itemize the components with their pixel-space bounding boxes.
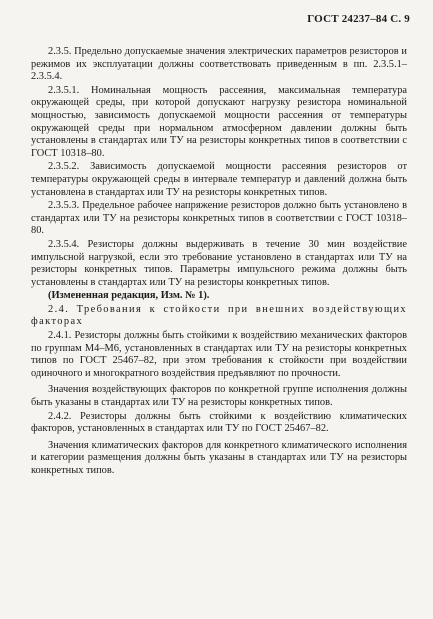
document-body bbox=[31, 46, 407, 479]
paragraph-climatic-values: Значения климатических факторов для конкретного климатического исполнения и категории размещения должны быть указаны в стандартах или ТУ на резисторы конкретных типов. bbox=[31, 439, 407, 476]
section-heading-2-4 bbox=[31, 304, 407, 329]
paragraph-mechanical-values: Значения воздействующих факторов по конкретной группе исполнения должны быть указаны в стандартах или ТУ на резисторы конкретных типов. bbox=[31, 384, 407, 409]
amendment-note: (Измененная редакция, Изм. № 1). bbox=[48, 290, 210, 302]
page-header: ГОСТ 24237–84 С. 9 bbox=[307, 13, 410, 25]
paragraph-2-3-5-4: 2.3.5.4. Резисторы должны выдерживать в течение 30 мин воздействие импульсной нагрузкой, если это требование установлено в стандартах или ТУ на резисторы конкретных типов. Параметры импульсного режима должны быть установлены в стандартах или ТУ на резисторы конкретных типов. bbox=[31, 238, 407, 288]
paragraph-2-4-1: 2.4.1. Резисторы должны быть стойкими к воздействию механических факторов по группам М4–М6, установленных в стандартах или ТУ на резисторы конкретных типов по ГОСТ 25467–82, при этом требования к стойкости при воздействии одиночного и многократного воздействия предъявляют по прочности. bbox=[31, 330, 407, 379]
paragraph-2-4-2: 2.4.2. Резисторы должны быть стойкими к воздействию климатических факторов, установленных в стандартах или ТУ по ГОСТ 25467–82. bbox=[31, 410, 407, 435]
paragraph-2-3-5-2: 2.3.5.2. Зависимость допускаемой мощности рассеяния резисторов от температуры окружающей среды в интервале температур и давлений должна быть установлена в стандартах или ТУ на резисторы конкретных типов. bbox=[31, 161, 407, 198]
paragraph-2-3-5-3: 2.3.5.3. Предельное рабочее напряжение резисторов должно быть установлено в стандартах или ТУ на резисторы конкретных типов в соответствии с ГОСТ 10318–80. bbox=[31, 200, 407, 237]
section-heading-text: 2.4. Требования к стойкости при внешних воздействующих факторах bbox=[31, 303, 407, 328]
paragraph-2-3-5: 2.3.5. Предельно допускаемые значения электрических параметров резисторов и режимов их эксплуатации должны соответствовать приведенным в пп. 2.3.5.1–2.3.5.4. bbox=[31, 46, 407, 83]
paragraph-2-3-5-1: 2.3.5.1. Номинальная мощность рассеяния, максимальная температура окружающей среды, при которой допускают нагрузку резистора номинальной мощностью, зависимость допускаемой мощности рассеяния от температуры окружающей среды при нормальном атмосферном давлении должны быть установлены в стандартах или ТУ на резисторы конкретных типов в соответствии с ГОСТ 10318–80. bbox=[31, 84, 407, 159]
